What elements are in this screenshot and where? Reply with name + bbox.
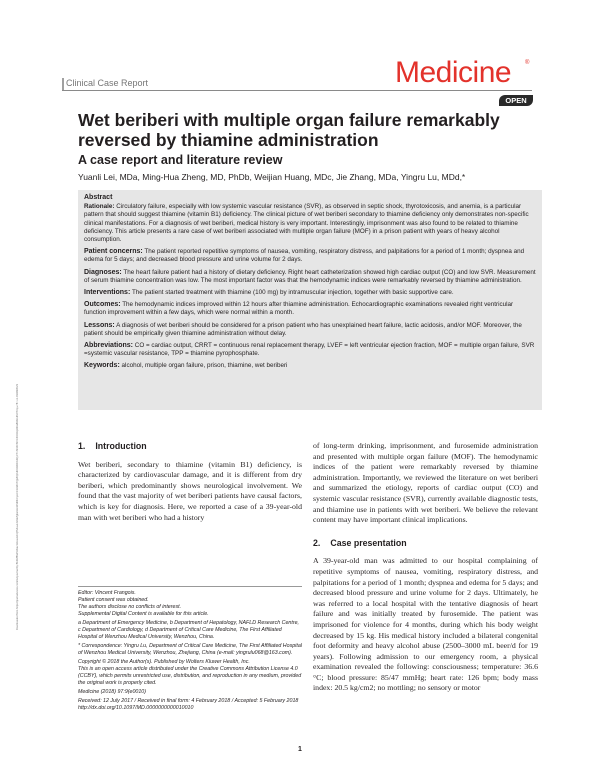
diagnoses-text: The heart failure patient had a history of dietary deficiency. Right heart catheterization showed high cardiac output (CO) and low SVR. Measurement of serum thiamine concentration was low. The most important factor was that the hemodynamic indices were remarkably reversed by thiamine administration. (84, 268, 536, 284)
abstract-concerns (84, 248, 536, 264)
article-category: Clinical Case Report (66, 78, 149, 88)
fn-conflicts: The authors disclose no conflicts of interest. (78, 604, 182, 610)
header-rule (62, 90, 532, 91)
author-list: Yuanli Lei, MDa, Ming-Hua Zheng, MD, PhDb, Weijian Huang, MDc, Jie Zhang, MDa, Yingru Lu, MDd,* (78, 172, 466, 182)
fn-affiliations: a Department of Emergency Medicine, b Department of Hepatology, NAFLD Research Centre, c Department of Cardiology, d Department of Critical Care Medicine, The First Affiliated Hospital of Wenzhou Medical University, Wenzhou, China. (78, 620, 300, 640)
download-watermark: Downloaded from https://journals.lww.com/md-journal by BhDMf5ePHKav1zEoum1tQfN4a+kJLhEZgbsIHo4XMi0hCywCX1AWnYQp/IlQrHD3i3D0OdRyi7TvSFl4Cf3VC4/OAVpDDa8KKGKV0Ymy+78= on 03/28/2023 (16, 383, 19, 630)
fn-citation: Medicine (2018) 97:9(e0010) (78, 689, 147, 695)
fn-supplemental: Supplemental Digital Content is available for this article. (78, 611, 209, 617)
concerns-text: The patient reported repetitive symptoms of nausea, vomiting, respiratory distress, and palpitations for a period of 1 month; dyspnea and edema for 5 days; and decreased blood pressure and urine volume for 2 days. (84, 248, 525, 264)
case-number: 2. (313, 537, 321, 548)
intro-number: 1. (78, 441, 86, 451)
case-title: Case presentation (330, 537, 407, 548)
abbrev-text: CO = cardiac output, CRRT = continuous renal replacement therapy, LVEF = left ventricular ejection fraction, MOF = multiple organ failure, SVR =systemic vascular resistance, TPP = thiamine pyrophosphate. (84, 342, 535, 358)
fn-correspondence: * Correspondence: Yingru Lu, Department of Critical Care Medicine, The First Affiliated Hospital of Wenzhou Medical University, Wenzhou, Zhejiang, China (e-mail: yingrulu068@163.com). (78, 643, 302, 656)
outcomes-text: The hemodynamic indices improved within 12 hours after thiamine administration. Echocardiographic examinations revealed right ventricular function improvement within a few days, which were normal within a month. (84, 301, 514, 317)
abstract-heading: Abstract (84, 194, 113, 201)
intro-heading (78, 441, 302, 452)
outcomes-label: Outcomes: (84, 301, 121, 309)
interventions-label: Interventions: (84, 289, 131, 297)
keywords-label: Keywords: (84, 362, 120, 370)
abstract-keywords (84, 362, 536, 370)
case-heading (313, 538, 538, 549)
footnotes (78, 586, 302, 712)
concerns-label: Patient concerns: (84, 248, 143, 256)
fn-received: Received: 12 July 2017 / Received in final form: 4 February 2018 / Accepted: 5 February 2018 (78, 698, 299, 704)
abstract-lessons (84, 322, 536, 338)
abbrev-label: Abbreviations: (84, 342, 134, 350)
case-paragraph: A 39-year-old man was admitted to our hospital complaining of repetitive symptoms of nausea, vomiting, respiratory distress, and palpitations for a period of 1 month; dyspnea and edema for 5 days; and decreased blood pressure and urine volume for 2 days. Ultimately, he was referred to a local hospital with the tentative diagnosis of heart failure and was initially treated by furosemide. The patient was imprisoned for violence for 4 months, during which his body weight decreased by 15 kg. His medical history included a bilateral congenital foot deformity and heavy alcohol abuse (2500–3000 mL beer/d for 19 years). Following admission to our emergency room, a physical examination revealed the following: consciousness; temperature: 36.6 °C; blood pressure: 85/47 mmHg; heart rate: 126 bpm; body mass index: 20.5 kg/cm2; no mottling; no sensory or motor (313, 556, 538, 693)
intro-title: Introduction (95, 441, 147, 451)
open-access-badge: OPEN (499, 95, 533, 106)
abstract-abbreviations (84, 342, 536, 358)
abstract-rationale (84, 203, 536, 244)
intro-paragraph: Wet beriberi, secondary to thiamine (vitamin B1) deficiency, is characterized by cardiovascular damage, and it is different from dry beriberi, which predominantly shows neurological involvement. We found that the vast majority of wet beriberi patients have causal factors, which is key for diagnosis. Here, we reported a case of a 39-year-old man with wet beriberi who had a history (78, 459, 302, 522)
abstract-interventions (84, 289, 536, 297)
interventions-text: The patient started treatment with thiamine (100 mg) by intramuscular injection, together with basic supportive care. (131, 289, 454, 297)
fn-doi[interactable]: http://dx.doi.org/10.1097/MD.0000000000010010 (78, 705, 194, 711)
footnote-rule (78, 586, 302, 587)
fn-copyright: Copyright © 2018 the Author(s). Published by Wolters Kluwer Health, Inc. (78, 659, 250, 665)
registered-mark: ® (525, 60, 530, 66)
diagnoses-label: Diagnoses: (84, 268, 122, 276)
article-title: Wet beriberi with multiple organ failure remarkably reversed by thiamine administration (78, 110, 500, 150)
page-number: 1 (298, 746, 302, 753)
article-subtitle: A case report and literature review (78, 153, 283, 167)
lessons-text: A diagnosis of wet beriberi should be considered for a prison patient who has unexplained heart failure, lactic acidosis, and/or MOF. Moreover, the patient should be empirically given thiamine administration without delay. (84, 321, 522, 337)
right-column (313, 441, 538, 694)
category-bar (62, 78, 64, 90)
intro-continuation: of long-term drinking, imprisonment, and furosemide administration and presented with multiple organ failure (MOF). The hemodynamic indices of the patient were remarkably reversed by thiamine administration. Importantly, we reviewed the literature on wet beriberi and summarized the etiology, reports of cardiac output (CO) and systemic vascular resistance (SVR), currently available diagnostic tests, and thiamine use in patients with wet beriberi. We believe the relevant content may have important clinical implications. (313, 441, 538, 525)
journal-logo: Medicine (395, 56, 512, 89)
fn-consent: Patient consent was obtained. (78, 597, 149, 603)
left-column (78, 441, 302, 523)
rationale-text: Circulatory failure, especially with low systemic vascular resistance (SVR), as observed in septic shock, thyrotoxicosis, and anemia, is a particular pattern that should suggest thiamine (vitamin B1) deficiency. The clinical picture of wet beriberi secondary to thiamine deficiency only demonstrates non-specific clinical manifestations. For a diagnosis of wet beriberi, medical history is very important. Interestingly, imprisonment was also found to be related to thiamine deficiency. This article presents a rare case of wet beriberi associated with multiple organ failure (MOF) in a prison patient with years of heavy alcohol consumption. (84, 203, 529, 244)
fn-license: This is an open access article distributed under the Creative Commons Attribution License 4.0 (CCBY), which permits unrestricted use, distribution, and reproduction in any medium, provided the original work is properly cited. (78, 666, 302, 686)
keywords-text: alcohol, multiple organ failure, prison, thiamine, wet beriberi (121, 362, 288, 370)
fn-editor: Editor: Vincent Frangois. (78, 590, 136, 596)
lessons-label: Lessons: (84, 321, 115, 329)
abstract-outcomes (84, 301, 536, 317)
rationale-label: Rationale: (84, 203, 115, 211)
abstract-diagnoses (84, 269, 536, 285)
abstract-box (78, 190, 542, 410)
